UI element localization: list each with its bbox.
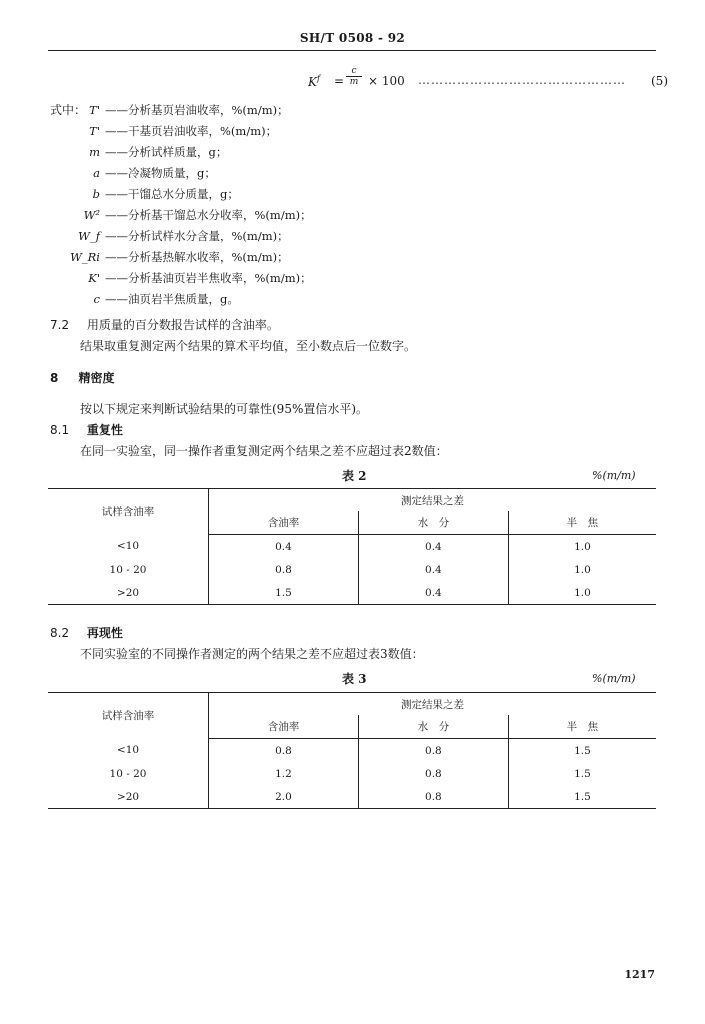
- section-7-2-line2: 结果取重复测定两个结果的算术平均值，至小数点后一位数字。: [80, 339, 417, 353]
- table3-caption: 表 3: [342, 672, 367, 686]
- table-header-row: [48, 693, 656, 716]
- definition-item: W_f ——分析试样水分含量，%(m/m)；: [78, 229, 289, 243]
- table2-row-header: 试样含油率: [48, 489, 209, 535]
- page-header-title: SH/T 0508 - 92: [299, 31, 406, 45]
- section-7-2: 7.2 用质量的百分数报告试样的含油率。: [50, 318, 279, 332]
- definition-item: m ——分析试样质量，g；: [89, 145, 228, 159]
- definition-item: K' ——分析基油页岩半焦收率，%(m/m)；: [88, 271, 312, 285]
- formula-denominator: m: [349, 77, 359, 87]
- formula-fraction: [346, 66, 362, 88]
- definition-item: T' ——分析基页岩油收率，%(m/m)；: [89, 103, 289, 117]
- table3-col-coke: 半 焦: [508, 715, 656, 739]
- definition-item: b ——干馏总水分质量，g；: [92, 187, 239, 201]
- table-row: 10 - 20 0.8 0.4 1.0: [48, 558, 656, 581]
- table-row: <10 0.4 0.4 1.0: [48, 535, 656, 559]
- section-8-1-heading: 8.1 重复性: [50, 423, 123, 437]
- table3-group-header: 测定结果之差: [209, 693, 657, 716]
- definitions-intro: 式中：: [50, 103, 87, 117]
- table2-col-coke: 半 焦: [508, 511, 656, 535]
- table-row: 10 - 20 1.2 0.8 1.5: [48, 762, 656, 785]
- definition-item: a ——冷凝物质量，g；: [93, 166, 216, 180]
- formula-lhs: $K^f$: [308, 74, 320, 89]
- formula-dots: …………………………………………: [418, 73, 626, 87]
- header-rule: [48, 50, 656, 51]
- table-row: >20 2.0 0.8 1.5: [48, 785, 656, 809]
- section-8-2-heading: 8.2 再现性: [50, 626, 123, 640]
- table2-group-header: 测定结果之差: [209, 489, 657, 512]
- section-8-1-text: 在同一实验室，同一操作者重复测定两个结果之差不应超过表2数值：: [80, 444, 448, 458]
- section-8-heading: 8 精密度: [50, 371, 115, 385]
- formula-5: [308, 66, 668, 96]
- table2-col-water: 水 分: [358, 511, 508, 535]
- table2: [48, 488, 656, 605]
- page-number: 1217: [624, 968, 655, 981]
- table2-unit: %(m/m): [592, 469, 636, 482]
- table-row: >20 1.5 0.4 1.0: [48, 581, 656, 605]
- section-8-intro: 按以下规定来判断试验结果的可靠性(95%置信水平)。: [80, 402, 369, 416]
- table3-col-oil: 含油率: [209, 715, 359, 739]
- definition-item: W² ——分析基干馏总水分收率，%(m/m)；: [83, 208, 312, 222]
- table-header-row: [48, 489, 656, 512]
- table3-row-header: 试样含油率: [48, 693, 209, 739]
- formula-times: × 100: [368, 74, 405, 88]
- table2-col-oil: 含油率: [209, 511, 359, 535]
- definition-item: c ——油页岩半焦质量，g。: [93, 292, 239, 306]
- formula-equals: =: [334, 74, 345, 88]
- table3: [48, 692, 656, 809]
- definition-item: T' ——干基页岩油收率，%(m/m)；: [89, 124, 278, 138]
- definition-item: W_Ri ——分析基热解水收率，%(m/m)；: [70, 250, 289, 264]
- table3-col-water: 水 分: [358, 715, 508, 739]
- section-8-2-text: 不同实验室的不同操作者测定的两个结果之差不应超过表3数值：: [80, 647, 424, 661]
- formula-number: (5): [651, 74, 668, 88]
- table3-unit: %(m/m): [592, 672, 636, 685]
- table-row: <10 0.8 0.8 1.5: [48, 739, 656, 763]
- table2-caption: 表 2: [342, 469, 367, 483]
- formula-numerator: c: [346, 66, 362, 77]
